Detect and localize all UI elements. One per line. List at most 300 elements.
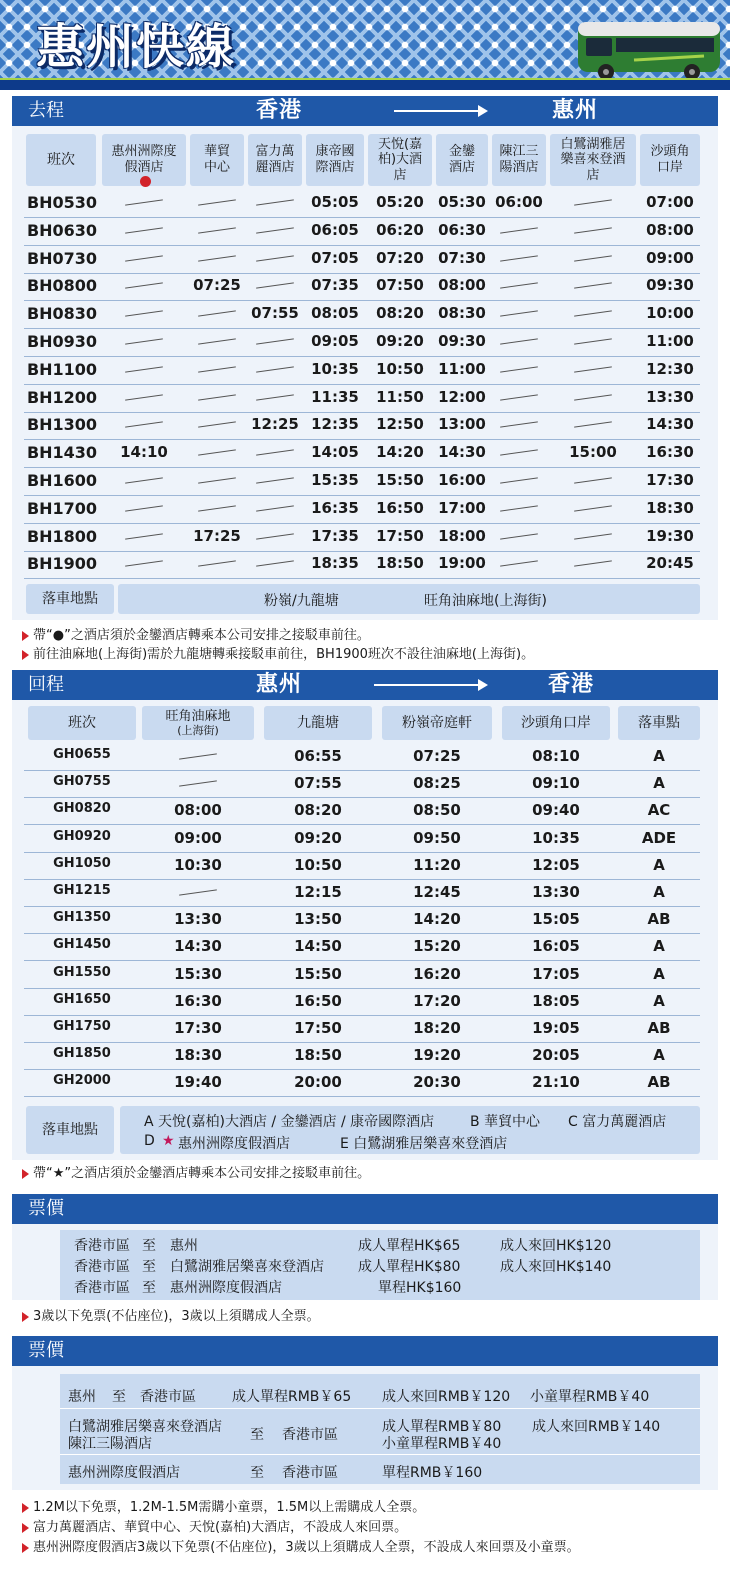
- row-divider: [24, 467, 700, 468]
- time-cell: [492, 276, 546, 294]
- fare-cn-label: 票價: [28, 1340, 64, 1361]
- no-stop-dash: [574, 477, 612, 483]
- fare-cn-r1-single: 成人單程RMB￥65: [232, 1389, 352, 1405]
- time-cell: [248, 249, 302, 267]
- no-stop-dash: [125, 533, 163, 539]
- no-stop-dash: [256, 227, 294, 233]
- row-divider: [24, 770, 700, 771]
- time-cell: [190, 304, 244, 322]
- time-cell: 14:10: [120, 443, 168, 461]
- no-stop-dash: [125, 338, 163, 344]
- no-stop-dash: [198, 394, 236, 400]
- time-cell: 17:30: [646, 471, 694, 489]
- time-cell: 17:05: [532, 965, 580, 983]
- time-cell: 11:50: [376, 388, 424, 406]
- drop-code-a: A 天悅(嘉柏)大酒店 / 金鑾酒店 / 康帝國際酒店: [144, 1114, 435, 1130]
- time-cell: 09:00: [174, 829, 222, 847]
- trip-code: BH1200: [26, 388, 98, 407]
- time-cell: [248, 193, 302, 211]
- time-cell: 10:50: [294, 856, 342, 874]
- time-cell: [550, 360, 636, 378]
- time-cell: 17:50: [376, 527, 424, 545]
- trip-code: GH0820: [53, 801, 111, 816]
- time-cell: 08:25: [413, 774, 461, 792]
- time-cell: 17:35: [311, 527, 359, 545]
- col-header-shataukok: 沙頭角口岸: [640, 134, 700, 186]
- trip-code: BH1430: [26, 443, 98, 462]
- no-stop-dash: [500, 282, 538, 288]
- time-cell: 20:45: [646, 554, 694, 572]
- row-divider: [24, 245, 700, 246]
- dropoff-code: A: [653, 992, 665, 1010]
- time-cell: 08:00: [438, 276, 486, 294]
- time-cell: 08:30: [438, 304, 486, 322]
- no-stop-dash: [198, 310, 236, 316]
- time-cell: 17:20: [413, 992, 461, 1010]
- fare-cn-header: [12, 1336, 718, 1366]
- trip-code: BH0730: [26, 249, 98, 268]
- time-cell: 13:30: [532, 883, 580, 901]
- time-cell: 17:25: [193, 527, 241, 545]
- time-cell: 19:30: [646, 527, 694, 545]
- row-divider: [24, 1042, 700, 1043]
- time-cell: 08:20: [376, 304, 424, 322]
- banner-strip: [0, 78, 730, 90]
- time-cell: 07:50: [376, 276, 424, 294]
- time-cell: 09:10: [532, 774, 580, 792]
- no-stop-dash: [500, 477, 538, 483]
- col-header-code: 班次: [26, 134, 96, 186]
- bus-illustration: [574, 16, 724, 82]
- time-cell: [248, 499, 302, 517]
- time-cell: [190, 249, 244, 267]
- no-stop-dash: [574, 227, 612, 233]
- fare-cn-r3-single: 單程RMB￥160: [382, 1465, 483, 1481]
- time-cell: [550, 499, 636, 517]
- col-header-renaissance: 富力萬麗酒店: [248, 134, 302, 186]
- time-cell: 08:00: [646, 221, 694, 239]
- inbound-header: [12, 670, 718, 700]
- time-cell: 17:00: [438, 499, 486, 517]
- time-cell: 21:10: [532, 1073, 580, 1091]
- inbound-drop-points: [120, 1106, 700, 1154]
- arrow-icon: [374, 684, 486, 686]
- time-cell: 13:30: [174, 910, 222, 928]
- time-cell: [550, 471, 636, 489]
- time-cell: [248, 471, 302, 489]
- time-cell: [102, 249, 186, 267]
- time-cell: [190, 221, 244, 239]
- time-cell: 16:50: [376, 499, 424, 517]
- dropoff-code: A: [653, 774, 665, 792]
- fare-hk-box: [60, 1230, 700, 1300]
- fare-cn-r3-to-word: 至: [250, 1465, 264, 1481]
- time-cell: 20:00: [294, 1073, 342, 1091]
- no-stop-dash: [574, 338, 612, 344]
- trip-code: BH1900: [26, 554, 98, 573]
- fare-cn-r1-return: 成人來回RMB￥120: [382, 1389, 511, 1405]
- trip-code: GH0755: [53, 774, 111, 789]
- time-cell: [492, 332, 546, 350]
- time-cell: 18:05: [532, 992, 580, 1010]
- time-cell: 16:35: [311, 499, 359, 517]
- time-cell: [102, 193, 186, 211]
- row-divider: [24, 439, 700, 440]
- time-cell: 14:30: [438, 443, 486, 461]
- trip-code: BH1300: [26, 415, 98, 434]
- drop-code-e: E 白鷺湖雅居樂喜來登酒店: [340, 1136, 508, 1152]
- time-cell: 12:25: [251, 415, 299, 433]
- fare-cn-note-3: 惠州洲際度假酒店3歲以下免票(不佔座位)，3歲以上須購成人全票，不設成人來回票及小童票。: [22, 1536, 580, 1555]
- outbound-from: 香港: [256, 98, 303, 123]
- time-cell: 18:50: [294, 1046, 342, 1064]
- no-stop-dash: [125, 505, 163, 511]
- row-divider: [24, 300, 700, 301]
- col-header-kowloontong: 九龍塘: [264, 706, 372, 740]
- no-stop-dash: [125, 227, 163, 233]
- drop-point-fanling: 粉嶺/九龍塘: [264, 593, 339, 609]
- trip-code: GH0920: [53, 829, 111, 844]
- time-cell: 09:40: [532, 801, 580, 819]
- time-cell: [190, 443, 244, 461]
- trip-code: BH1600: [26, 471, 98, 490]
- time-cell: [550, 276, 636, 294]
- star-icon: ★: [162, 1133, 175, 1149]
- outbound-note-1: 帶“●”之酒店須於金鑾酒店轉乘本公司安排之接駁車前往。: [22, 624, 370, 643]
- no-stop-dash: [574, 560, 612, 566]
- drop-code-b: B 華貿中心: [470, 1114, 541, 1130]
- time-cell: 09:30: [646, 276, 694, 294]
- time-cell: 07:55: [251, 304, 299, 322]
- time-cell: 16:05: [532, 937, 580, 955]
- trip-code: BH0530: [26, 193, 98, 212]
- time-cell: 09:00: [646, 249, 694, 267]
- no-stop-dash: [500, 310, 538, 316]
- row-divider: [24, 217, 700, 218]
- time-cell: 19:00: [438, 554, 486, 572]
- row-divider: [24, 412, 700, 413]
- time-cell: 11:35: [311, 388, 359, 406]
- time-cell: [550, 332, 636, 350]
- trip-code: BH1800: [26, 527, 98, 546]
- time-cell: 09:20: [376, 332, 424, 350]
- trip-code: BH0830: [26, 304, 98, 323]
- time-cell: 08:50: [413, 801, 461, 819]
- row-divider: [24, 1096, 700, 1097]
- time-cell: 07:00: [646, 193, 694, 211]
- no-stop-dash: [500, 505, 538, 511]
- time-cell: [492, 554, 546, 572]
- dropoff-code: AC: [647, 801, 671, 819]
- time-cell: 13:00: [438, 415, 486, 433]
- time-cell: 06:20: [376, 221, 424, 239]
- time-cell: 15:50: [294, 965, 342, 983]
- fare-cn-r2-from2: 陳江三陽酒店: [68, 1436, 152, 1452]
- dropoff-code: A: [653, 856, 665, 874]
- drop-code-c: C 富力萬麗酒店: [568, 1114, 667, 1130]
- row-divider: [24, 578, 700, 579]
- time-cell: 07:35: [311, 276, 359, 294]
- col-header-kangdi: 康帝國際酒店: [306, 134, 364, 186]
- col-header-intercontinental: 惠州洲際度假酒店: [102, 134, 186, 186]
- time-cell: [142, 747, 254, 765]
- time-cell: 11:00: [438, 360, 486, 378]
- red-dot-icon: [140, 176, 151, 187]
- time-cell: 10:00: [646, 304, 694, 322]
- trip-code: BH1100: [26, 360, 98, 379]
- trip-code: BH0930: [26, 332, 98, 351]
- no-stop-dash: [125, 421, 163, 427]
- time-cell: [492, 471, 546, 489]
- no-stop-dash: [500, 449, 538, 455]
- no-stop-dash: [198, 505, 236, 511]
- dropoff-code: A: [653, 747, 665, 765]
- fare-hk-cell: 惠州: [170, 1238, 198, 1254]
- no-stop-dash: [574, 505, 612, 511]
- no-stop-dash: [574, 199, 612, 205]
- no-stop-dash: [256, 366, 294, 372]
- col-header-shataukok: 沙頭角口岸: [502, 706, 610, 740]
- row-divider: [24, 824, 700, 825]
- time-cell: [190, 388, 244, 406]
- drop-code-d: D: [144, 1133, 155, 1149]
- time-cell: 14:30: [174, 937, 222, 955]
- time-cell: [102, 304, 186, 322]
- no-stop-dash: [500, 338, 538, 344]
- no-stop-dash: [256, 505, 294, 511]
- fare-cn-r2-return: 成人來回RMB￥140: [532, 1419, 661, 1435]
- no-stop-dash: [574, 255, 612, 261]
- row-divider: [24, 879, 700, 880]
- no-stop-dash: [198, 199, 236, 205]
- time-cell: [102, 360, 186, 378]
- outbound-header: [12, 96, 718, 126]
- time-cell: 09:05: [311, 332, 359, 350]
- fare-cn-r1-from: 惠州: [68, 1389, 96, 1405]
- fare-cn-r3-dest: 香港市區: [282, 1465, 338, 1481]
- row-divider: [24, 933, 700, 934]
- time-cell: 10:30: [174, 856, 222, 874]
- time-cell: 19:40: [174, 1073, 222, 1091]
- time-cell: 15:05: [532, 910, 580, 928]
- time-cell: 16:30: [646, 443, 694, 461]
- trip-code: GH1215: [53, 883, 111, 898]
- row-divider: [24, 328, 700, 329]
- fare-hk-cell: 至: [142, 1280, 156, 1296]
- fare-cn-r2-child: 小童單程RMB￥40: [382, 1436, 502, 1452]
- time-cell: 11:20: [413, 856, 461, 874]
- col-header-chenjiang: 陳江三陽酒店: [492, 134, 546, 186]
- drop-point-mongkok: 旺角油麻地(上海街): [424, 593, 547, 609]
- dropoff-code: A: [653, 965, 665, 983]
- time-cell: 06:55: [294, 747, 342, 765]
- time-cell: 14:30: [646, 415, 694, 433]
- time-cell: 09:50: [413, 829, 461, 847]
- time-cell: 08:00: [174, 801, 222, 819]
- time-cell: [190, 471, 244, 489]
- dropoff-code: A: [653, 1046, 665, 1064]
- trip-code: GH1750: [53, 1019, 111, 1034]
- time-cell: [102, 332, 186, 350]
- outbound-note-2: 前往油麻地(上海街)需於九龍塘轉乘接駁車前往，BH1900班次不設往油麻地(上海街)。: [22, 643, 534, 662]
- time-cell: 05:05: [311, 193, 359, 211]
- no-stop-dash: [256, 533, 294, 539]
- fare-cn-r2-dest: 香港市區: [282, 1427, 338, 1443]
- time-cell: [492, 249, 546, 267]
- time-cell: 05:30: [438, 193, 486, 211]
- time-cell: 09:30: [438, 332, 486, 350]
- col-header-dropoff: 落車點: [618, 706, 700, 740]
- time-cell: 05:20: [376, 193, 424, 211]
- time-cell: [492, 360, 546, 378]
- time-cell: [492, 304, 546, 322]
- no-stop-dash: [574, 310, 612, 316]
- no-stop-dash: [198, 421, 236, 427]
- no-stop-dash: [125, 255, 163, 261]
- time-cell: 15:00: [569, 443, 617, 461]
- fare-cn-r2-single: 成人單程RMB￥80: [382, 1419, 502, 1435]
- time-cell: [550, 249, 636, 267]
- no-stop-dash: [198, 227, 236, 233]
- no-stop-dash: [256, 255, 294, 261]
- time-cell: 07:20: [376, 249, 424, 267]
- time-cell: [190, 415, 244, 433]
- trip-code: GH1050: [53, 856, 111, 871]
- no-stop-dash: [198, 338, 236, 344]
- no-stop-dash: [256, 394, 294, 400]
- time-cell: [248, 527, 302, 545]
- trip-code: BH0630: [26, 221, 98, 240]
- time-cell: 11:00: [646, 332, 694, 350]
- no-stop-dash: [125, 394, 163, 400]
- time-cell: 10:50: [376, 360, 424, 378]
- inbound-drop-label: 落車地點: [26, 1106, 114, 1154]
- fare-hk-label: 票價: [28, 1198, 64, 1219]
- time-cell: 14:05: [311, 443, 359, 461]
- no-stop-dash: [198, 255, 236, 261]
- time-cell: [102, 415, 186, 433]
- no-stop-dash: [500, 533, 538, 539]
- time-cell: 16:30: [174, 992, 222, 1010]
- time-cell: 13:30: [646, 388, 694, 406]
- time-cell: [102, 554, 186, 572]
- time-cell: 08:10: [532, 747, 580, 765]
- time-cell: [248, 443, 302, 461]
- no-stop-dash: [179, 889, 217, 895]
- dropoff-code: AB: [647, 1073, 671, 1091]
- no-stop-dash: [125, 477, 163, 483]
- time-cell: 06:30: [438, 221, 486, 239]
- fare-hk-note: 3歲以下免票(不佔座位)，3歲以上須購成人全票。: [22, 1305, 320, 1324]
- col-header-fanling: 粉嶺帝庭軒: [382, 706, 492, 740]
- time-cell: 08:20: [294, 801, 342, 819]
- no-stop-dash: [125, 199, 163, 205]
- col-header-tianyue: 天悅(嘉柏)大酒店: [368, 134, 432, 186]
- time-cell: 14:20: [376, 443, 424, 461]
- time-cell: 12:50: [376, 415, 424, 433]
- time-cell: [492, 221, 546, 239]
- time-cell: [102, 527, 186, 545]
- fare-hk-cell: 成人單程HK$65: [358, 1238, 461, 1254]
- row-divider: [24, 1069, 700, 1070]
- time-cell: 07:25: [413, 747, 461, 765]
- trip-code: GH1650: [53, 992, 111, 1007]
- time-cell: 18:20: [413, 1019, 461, 1037]
- time-cell: 12:45: [413, 883, 461, 901]
- fare-cn-box: [60, 1374, 700, 1484]
- time-cell: [102, 471, 186, 489]
- time-cell: [248, 360, 302, 378]
- time-cell: 12:15: [294, 883, 342, 901]
- time-cell: 15:35: [311, 471, 359, 489]
- row-divider: [24, 551, 700, 552]
- time-cell: 12:30: [646, 360, 694, 378]
- time-cell: [248, 332, 302, 350]
- time-cell: [190, 360, 244, 378]
- time-cell: 16:50: [294, 992, 342, 1010]
- time-cell: 12:35: [311, 415, 359, 433]
- fare-cn-r2-from1: 白鷺湖雅居樂喜來登酒店: [68, 1419, 222, 1435]
- outbound-drop-label: 落車地點: [26, 584, 114, 614]
- dropoff-code: A: [653, 937, 665, 955]
- fare-hk-cell: 至: [142, 1259, 156, 1275]
- col-header-huamao: 華貿中心: [190, 134, 244, 186]
- no-stop-dash: [500, 560, 538, 566]
- time-cell: 20:05: [532, 1046, 580, 1064]
- no-stop-dash: [125, 282, 163, 288]
- no-stop-dash: [500, 366, 538, 372]
- time-cell: 15:20: [413, 937, 461, 955]
- outbound-to: 惠州: [552, 98, 599, 123]
- no-stop-dash: [500, 255, 538, 261]
- trip-code: GH1450: [53, 937, 111, 952]
- no-stop-dash: [574, 421, 612, 427]
- time-cell: 18:50: [376, 554, 424, 572]
- no-stop-dash: [574, 282, 612, 288]
- time-cell: [102, 276, 186, 294]
- time-cell: 14:20: [413, 910, 461, 928]
- fare-hk-cell: 惠州洲際度假酒店: [170, 1280, 282, 1296]
- no-stop-dash: [500, 394, 538, 400]
- time-cell: 15:30: [174, 965, 222, 983]
- no-stop-dash: [574, 394, 612, 400]
- no-stop-dash: [256, 338, 294, 344]
- time-cell: 13:50: [294, 910, 342, 928]
- header-banner: [0, 0, 730, 90]
- time-cell: 06:00: [495, 193, 543, 211]
- time-cell: [102, 388, 186, 406]
- fare-hk-cell: 至: [142, 1238, 156, 1254]
- row-divider: [24, 356, 700, 357]
- no-stop-dash: [125, 560, 163, 566]
- time-cell: [492, 388, 546, 406]
- trip-code: BH0800: [26, 276, 98, 295]
- no-stop-dash: [125, 310, 163, 316]
- outbound-label: 去程: [28, 100, 64, 121]
- trip-code: GH1350: [53, 910, 111, 925]
- no-stop-dash: [179, 780, 217, 786]
- fare-cn-r1-dest: 香港市區: [140, 1389, 196, 1405]
- time-cell: [550, 415, 636, 433]
- time-cell: [190, 554, 244, 572]
- fare-hk-cell: 香港市區: [74, 1259, 130, 1275]
- time-cell: [102, 221, 186, 239]
- time-cell: [142, 883, 254, 901]
- time-cell: 18:30: [646, 499, 694, 517]
- time-cell: 16:20: [413, 965, 461, 983]
- time-cell: 07:30: [438, 249, 486, 267]
- fare-cn-r1-to-word: 至: [112, 1389, 126, 1405]
